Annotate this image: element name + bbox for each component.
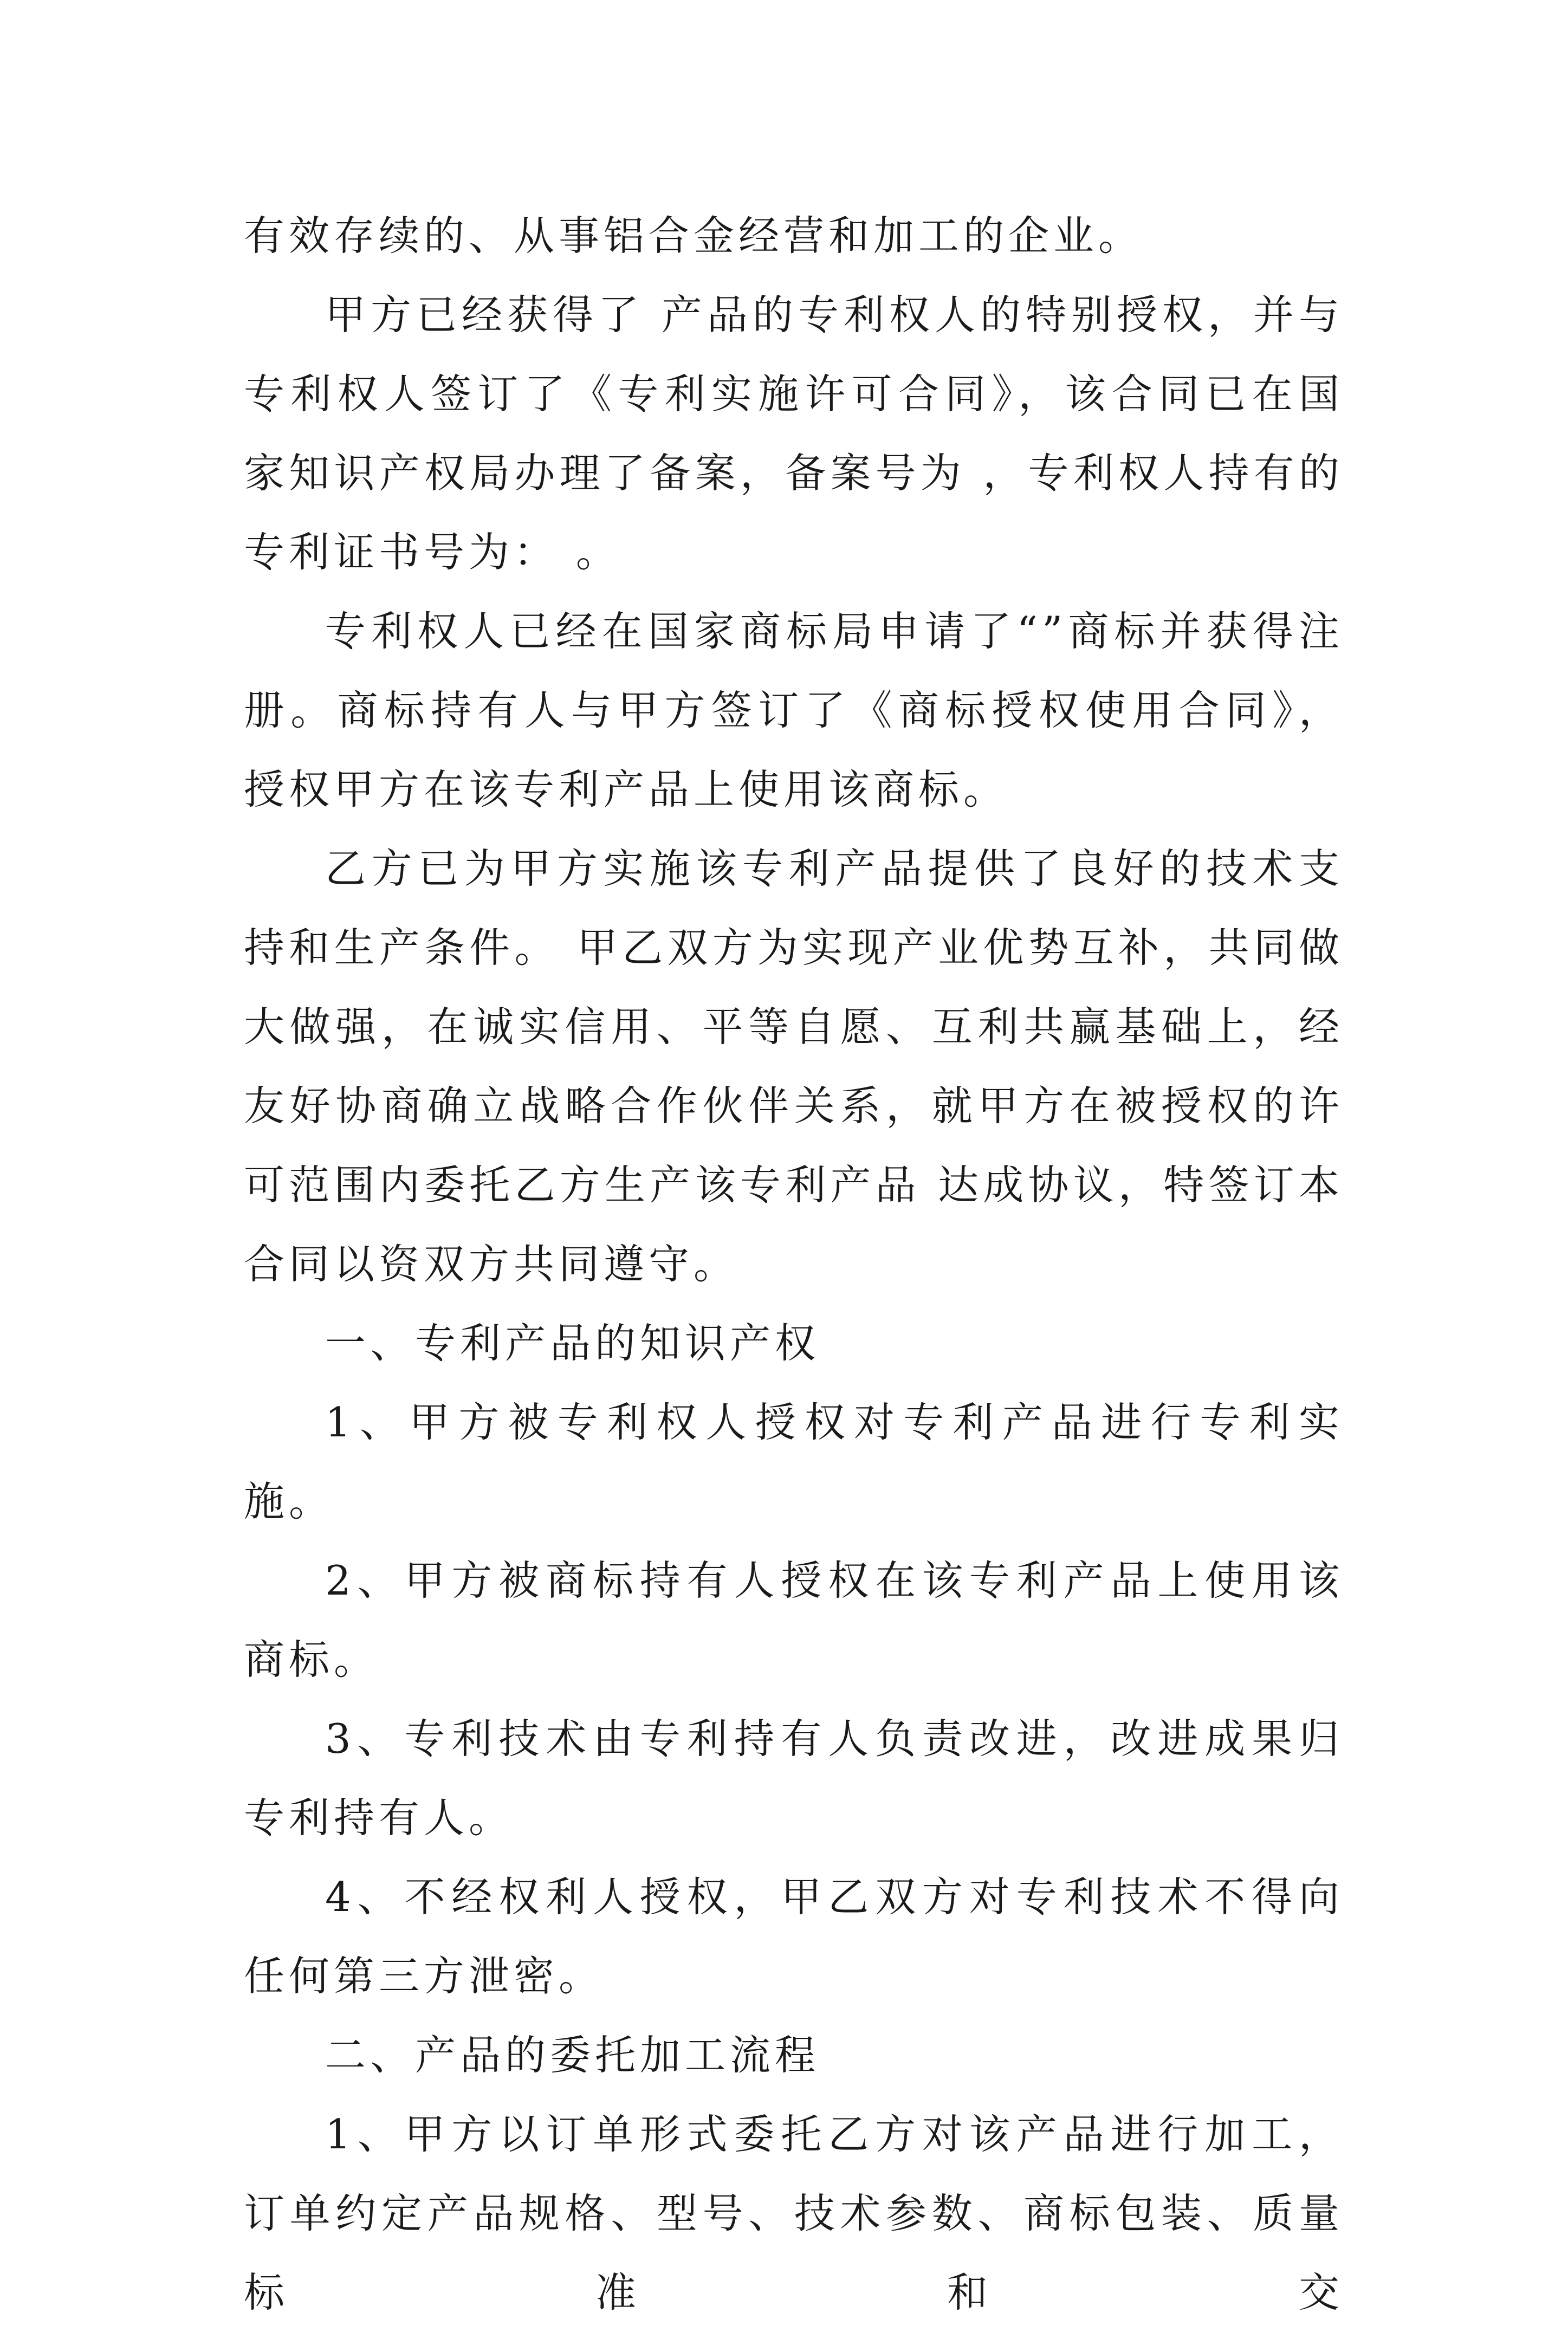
clause-1-2: 2、甲方被商标持有人授权在该专利产品上使用该商标。: [244, 1557, 1344, 1683]
paragraph-continuation: 有效存续的、从事铝合金经营和加工的企业。: [244, 212, 1144, 260]
clause-2-1: 1、甲方以订单形式委托乙方对该产品进行加工，订单约定产品规格、型号、技术参数、商标包装、质量标准和交: [244, 2110, 1344, 2316]
clause-1-4: 4、不经权利人授权，甲乙双方对专利技术不得向任何第三方泄密。: [244, 1873, 1344, 2000]
paragraph-trademark: 专利权人已经在国家商标局申请了“”商标并获得注册。商标持有人与甲方签订了《商标授权使用合同》，授权甲方在该专利产品上使用该商标。: [244, 607, 1344, 813]
paragraph-patent-authorization: 甲方已经获得了 产品的专利权人的特别授权，并与专利权人签订了《专利实施许可合同》，该合同已在国家知识产权局办理了备案，备案号为 ，专利权人持有的专利证书号为： 。: [244, 291, 1344, 576]
document-body: [244, 196, 1344, 2332]
clause-1-1: 1、甲方被专利权人授权对专利产品进行专利实施。: [244, 1398, 1344, 1525]
paragraph-cooperation: 乙方已为甲方实施该专利产品提供了良好的技术支持和生产条件。 甲乙双方为实现产业优势互补，共同做大做强，在诚实信用、平等自愿、互利共赢基础上，经友好协商确立战略合作伙伴关系，就甲方在被授权的许可范围内委托乙方生产该专利产品 达成协议，特签订本合同以资双方共同遵守。: [244, 845, 1344, 1288]
section-heading-ip: 一、专利产品的知识产权: [325, 1319, 820, 1367]
clause-1-3: 3、专利技术由专利持有人负责改进，改进成果归专利持有人。: [244, 1715, 1344, 1842]
section-heading-process: 二、产品的委托加工流程: [325, 2031, 820, 2079]
